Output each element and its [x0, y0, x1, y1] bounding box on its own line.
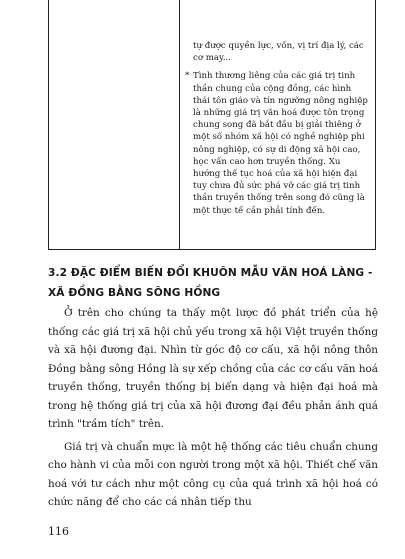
continued-table [48, 0, 376, 250]
table-continued-text: tự được quyền lực, vốn, vị trí địa lý, các cơ may... [193, 41, 364, 64]
body-text [48, 304, 378, 516]
paragraph-2: Giá trị và chuẩn mực là một hệ thống các tiêu chuẩn chung cho hành vi của mỗi con người trong một xã hội. Thiết chế văn hoá với tư cách như một công cụ của quá trình xã hội hoá có chức năng để cho các cá nhân tiếp thu [48, 440, 378, 508]
page-number: 116 [48, 525, 69, 538]
bullet-asterisk: * [185, 71, 190, 82]
table-column-divider [179, 0, 180, 249]
table-bullet-item [185, 70, 369, 216]
table-right-cell [185, 40, 369, 217]
paragraph-1: Ở trên cho chúng ta thấy một lược đồ phát triển của hệ thống các giá trị xã hội chủ yếu trong xã hội Việt truyền thống và xã hội đương đại. Nhìn từ góc độ cơ cấu, xã hội nông thôn Đồng bằng sông Hồng là sự xếp chồng của các cơ cấu văn hoá truyền thống, truyền thống bị biến dạng và hiện đại hoá mà trong hệ thống giá trị của xã hội đương đại đều phản ánh quá trình "trầm tích" trên. [48, 307, 378, 430]
section-heading: 3.2 ĐẶC ĐIỂM BIẾN ĐỔI KHUÔN MẪU VĂN HOÁ LÀNG - XÃ ĐỒNG BẰNG SÔNG HỒNG [48, 267, 373, 299]
table-bullet-text: Tình thương liêng của các giá trị tinh thần chung của cộng đồng, các hình thái tôn giáo và tín ngưỡng nông nghiệp là những giá trị văn hoá được tôn trọng chung song đã bắt đầu bị giải thiêng ở một số nhóm xã hội có nghề nghiệp phi nông nghiệp, có sự di động xã hội cao, học vấn cao hơn truyền thống. Xu hướng thế tục hoá của xã hội hiện đại tuy chưa đủ sức phá vỡ các giá trị tinh thần truyền thống trên song đó cũng là một thực tế cần phải tính đến. [193, 71, 368, 216]
